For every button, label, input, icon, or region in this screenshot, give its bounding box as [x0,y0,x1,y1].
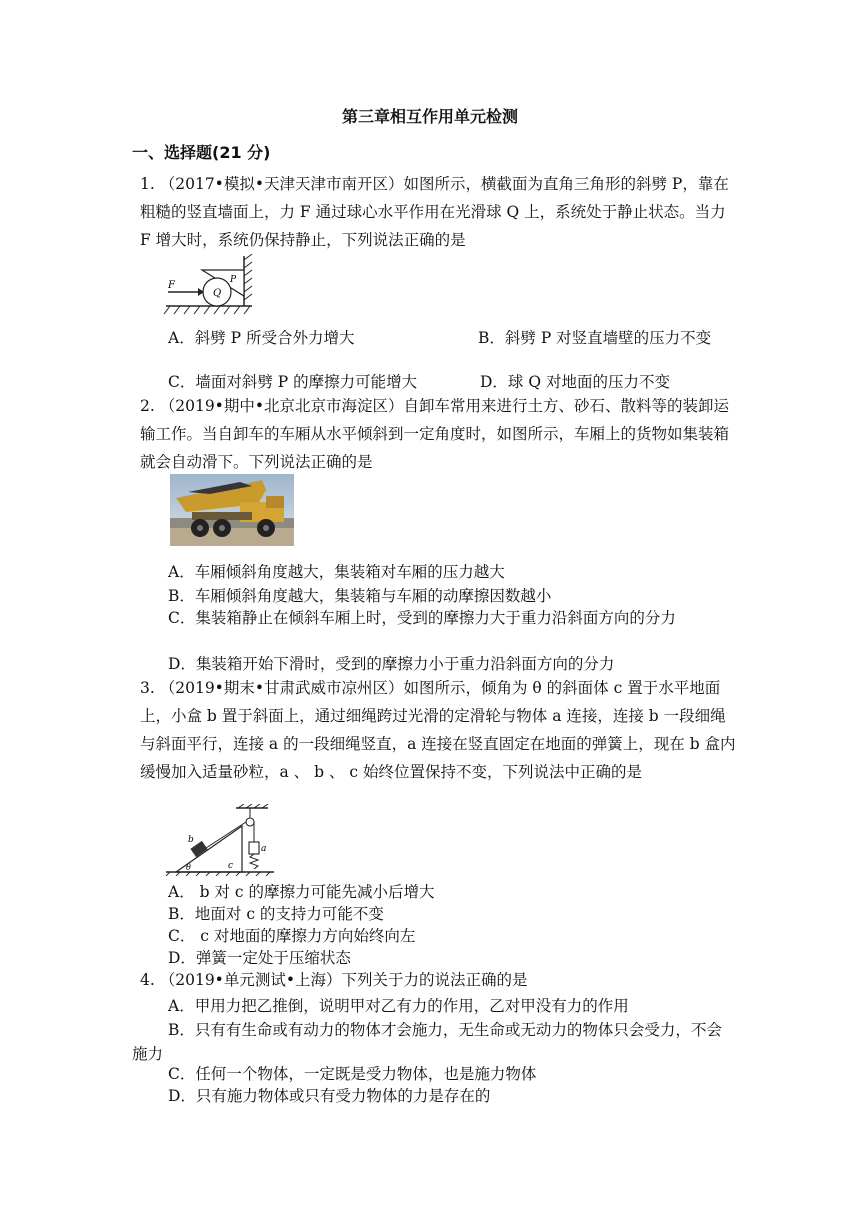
question-4-option-d: D．只有施力物体或只有受力物体的力是存在的 [168,1087,491,1105]
figure-3-label-theta: θ [186,863,191,872]
question-4-option-c: C．任何一个物体，一定既是受力物体，也是施力物体 [168,1065,537,1083]
figure-1-label-Q: Q [213,288,222,299]
question-3-option-c: C． c 对地面的摩擦力方向始终向左 [168,927,416,945]
question-4-number: 4. [140,971,155,989]
question-3-figure [164,804,276,876]
question-2-number: 2. [140,397,155,415]
question-2-option-b: B．车厢倾斜角度越大，集装箱与车厢的动摩擦因数越小 [168,587,552,605]
figure-3-label-c: c [228,861,234,871]
dump-truck-photo [170,474,294,546]
figure-3-label-a: a [261,844,267,854]
question-2-option-d: D．集装箱开始下滑时，受到的摩擦力小于重力沿斜面方向的分力 [168,655,615,673]
question-4-option-a: A．甲用力把乙推倒，说明甲对乙有力的作用，乙对甲没有力的作用 [168,997,629,1015]
figure-1-label-P: P [230,275,237,285]
question-3-option-d: D．弹簧一定处于压缩状态 [168,949,351,967]
question-1-option-a: A．斜劈 P 所受合外力增大 [168,329,355,347]
question-3-option-b: B．地面对 c 的支持力可能不变 [168,905,384,923]
question-1-option-d: D．球 Q 对地面的压力不变 [480,373,670,391]
question-1-option-b: B．斜劈 P 对竖直墙壁的压力不变 [478,329,712,347]
question-4 [140,966,736,994]
question-2-stem: （2019•期中•北京北京市海淀区）自卸车常用来进行土方、砂石、散料等的装卸运输工作。当自卸车的车厢从水平倾斜到一定角度时，如图所示，车厢上的货物如集装箱就会自动滑下。下列说法正确的是 [140,397,730,471]
question-1-stem: （2017•模拟•天津天津市南开区）如图所示，横截面为直角三角形的斜劈 P，靠在粗糙的竖直墙面上，力 F 通过球心水平作用在光滑球 Q 上，系统处于静止状态。当力 F 增大时，系统仍保持静止，下列说法正确的是 [140,175,729,249]
question-4-stem: （2019•单元测试•上海）下列关于力的说法正确的是 [159,971,528,989]
question-2 [140,392,736,476]
question-3 [140,674,736,786]
question-2-option-c: C．集装箱静止在倾斜车厢上时，受到的摩擦力大于重力沿斜面方向的分力 [168,609,676,627]
page-title: 第三章相互作用单元检测 [341,107,518,126]
question-1-number: 1. [140,175,155,193]
question-2-option-a: A．车厢倾斜角度越大，集装箱对车厢的压力越大 [168,563,505,581]
figure-3-label-b: b [188,835,194,845]
figure-1-label-F: F [168,280,175,291]
section-heading: 一、选择题(21 分) [132,143,271,162]
question-1-option-c: C．墙面对斜劈 P 的摩擦力可能增大 [168,373,418,391]
question-3-option-a: A． b 对 c 的摩擦力可能先减小后增大 [168,883,435,901]
question-3-stem: （2019•期末•甘肃武威市凉州区）如图所示，倾角为 θ 的斜面体 c 置于水平地面上，小盒 b 置于斜面上，通过细绳跨过光滑的定滑轮与物体 a 连接，连接 b 一段细绳与斜面平行，连接 a 的一段细绳竖直，a 连接在竖直固定在地面的弹簧上，现在 b 盒内缓慢加入适量砂粒，a 、 b 、 c 始终位置保持不变，下列说法中正确的是 [140,679,736,781]
question-1 [140,170,736,254]
question-1-figure [162,254,258,316]
question-3-number: 3. [140,679,155,697]
question-4-option-b: B．只有有生命或有动力的物体才会施力，无生命或无动力的物体只会受力，不会施力 [132,1021,722,1063]
